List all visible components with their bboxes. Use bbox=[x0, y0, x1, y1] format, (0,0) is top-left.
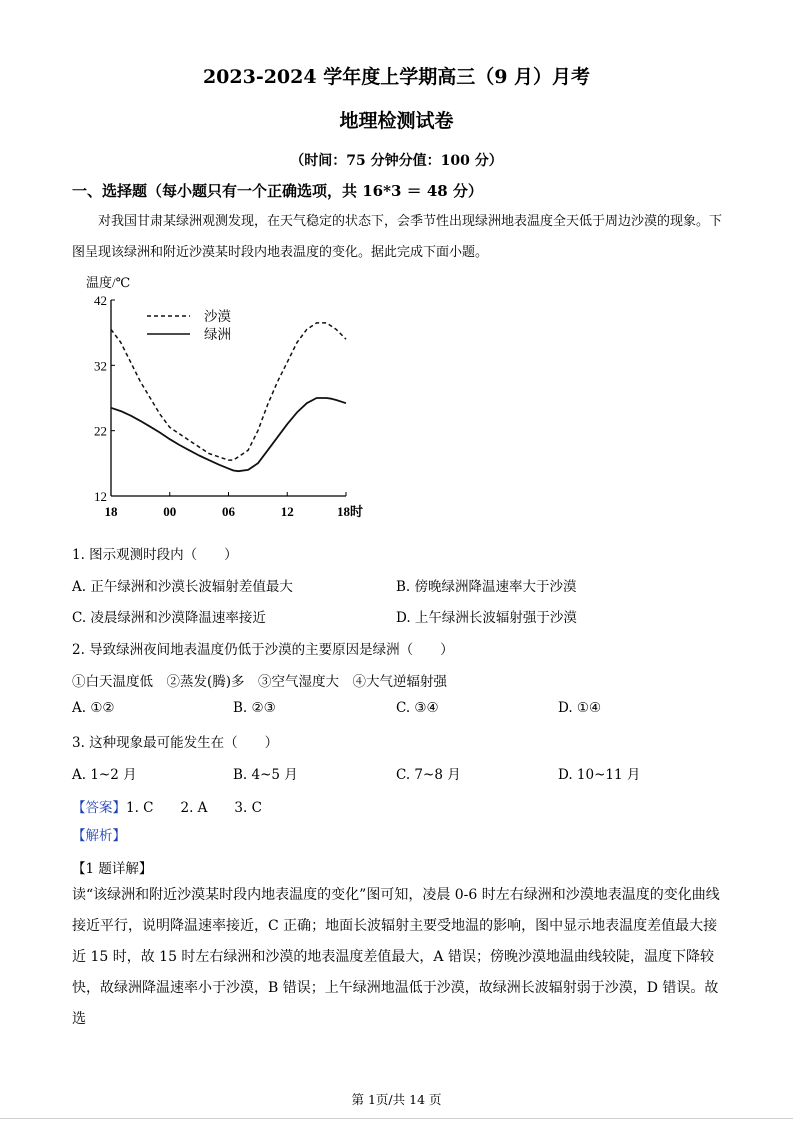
question-1-stem: 1. 图示观测时段内（ ） bbox=[72, 547, 238, 563]
x-tick-label: 06 bbox=[222, 504, 235, 519]
analysis-label: 【解析】 bbox=[72, 828, 126, 844]
q3-option-d: D. 10~11 月 bbox=[558, 767, 641, 783]
y-tick-label: 22 bbox=[94, 423, 107, 439]
q1-analysis-heading: 【1 题详解】 bbox=[72, 861, 153, 877]
answer-line bbox=[72, 796, 262, 816]
q2-option-a: A. ①② bbox=[72, 700, 115, 716]
legend-label: 沙漠 bbox=[204, 309, 231, 324]
section-intro: 对我国甘肃某绿洲观测发现，在天气稳定的状态下，会季节性出现绿洲地表温度全天低于周边沙漠的现象。下图呈现该绿洲和附近沙漠某时段内地表温度的变化。据此完成下面小题。 bbox=[72, 214, 723, 260]
question-3-stem: 3. 这种现象最可能发生在（ ） bbox=[72, 735, 279, 751]
y-tick-label: 32 bbox=[94, 358, 107, 374]
q2-option-d: D. ①④ bbox=[558, 700, 602, 716]
q1-option-b: B. 傍晚绿洲降温速率大于沙漠 bbox=[396, 579, 577, 595]
x-tick-label: 18时 bbox=[337, 504, 364, 519]
page-number: 第 1页/共 14 页 bbox=[351, 1092, 442, 1107]
page-bottom-rule bbox=[0, 1118, 793, 1119]
exam-subtitle: 地理检测试卷 bbox=[339, 110, 454, 132]
exam-title: 2023-2024 学年度上学期高三（9 月）月考 bbox=[202, 66, 591, 88]
q2-option-c: C. ③④ bbox=[396, 700, 439, 716]
time-score: （时间：75 分钟分值：100 分） bbox=[290, 153, 503, 169]
temperature-chart bbox=[70, 268, 390, 528]
series-line-desert bbox=[111, 323, 346, 460]
q3-option-b: B. 4~5 月 bbox=[233, 767, 298, 783]
legend-label: 绿洲 bbox=[204, 327, 231, 342]
x-tick-label: 18 bbox=[104, 504, 118, 519]
q2-statements: ①白天温度低 ②蒸发(腾)多 ③空气湿度大 ④大气逆辐射强 bbox=[72, 674, 448, 690]
x-tick-label: 00 bbox=[163, 504, 177, 519]
section-heading: 一、选择题（每小题只有一个正确选项，共 16*3 ＝ 48 分） bbox=[72, 182, 483, 200]
answer-text: 1. C 2. A 3. C bbox=[126, 800, 262, 816]
q1-option-a: A. 正午绿洲和沙漠长波辐射差值最大 bbox=[72, 579, 293, 595]
answer-label: 【答案】 bbox=[72, 800, 126, 816]
q3-option-a: A. 1~2 月 bbox=[72, 767, 137, 783]
question-2-stem: 2. 导致绿洲夜间地表温度仍低于沙漠的主要原因是绿洲（ ） bbox=[72, 642, 454, 658]
q3-option-c: C. 7~8 月 bbox=[396, 767, 461, 783]
q1-option-c: C. 凌晨绿洲和沙漠降温速率接近 bbox=[72, 610, 266, 626]
q1-analysis-text: 读“该绿洲和附近沙漠某时段内地表温度的变化”图可知，凌晨 0-6 时左右绿洲和沙漠地表温度的变化曲线接近平行，说明降温速率接近，C 正确；地面长波辐射主要受地温的影响，图中显示地表温度差值最大接近 15 时，故 15 时左右绿洲和沙漠的地表温度差值最大，A 错误；傍晚沙漠地温曲线较陡，温度下降较快，故绿洲降温速率小于沙漠，B 错误；上午绿洲地温低于沙漠，故绿洲长波辐射弱于沙漠，D 错误。故选 bbox=[72, 887, 720, 1027]
y-tick-label: 12 bbox=[94, 489, 107, 504]
x-tick-label: 12 bbox=[280, 504, 294, 519]
y-axis-label: 温度/℃ bbox=[86, 275, 131, 290]
y-tick-label: 42 bbox=[94, 293, 107, 308]
q2-option-b: B. ②③ bbox=[233, 700, 276, 716]
q1-option-d: D. 上午绿洲长波辐射强于沙漠 bbox=[396, 610, 577, 626]
